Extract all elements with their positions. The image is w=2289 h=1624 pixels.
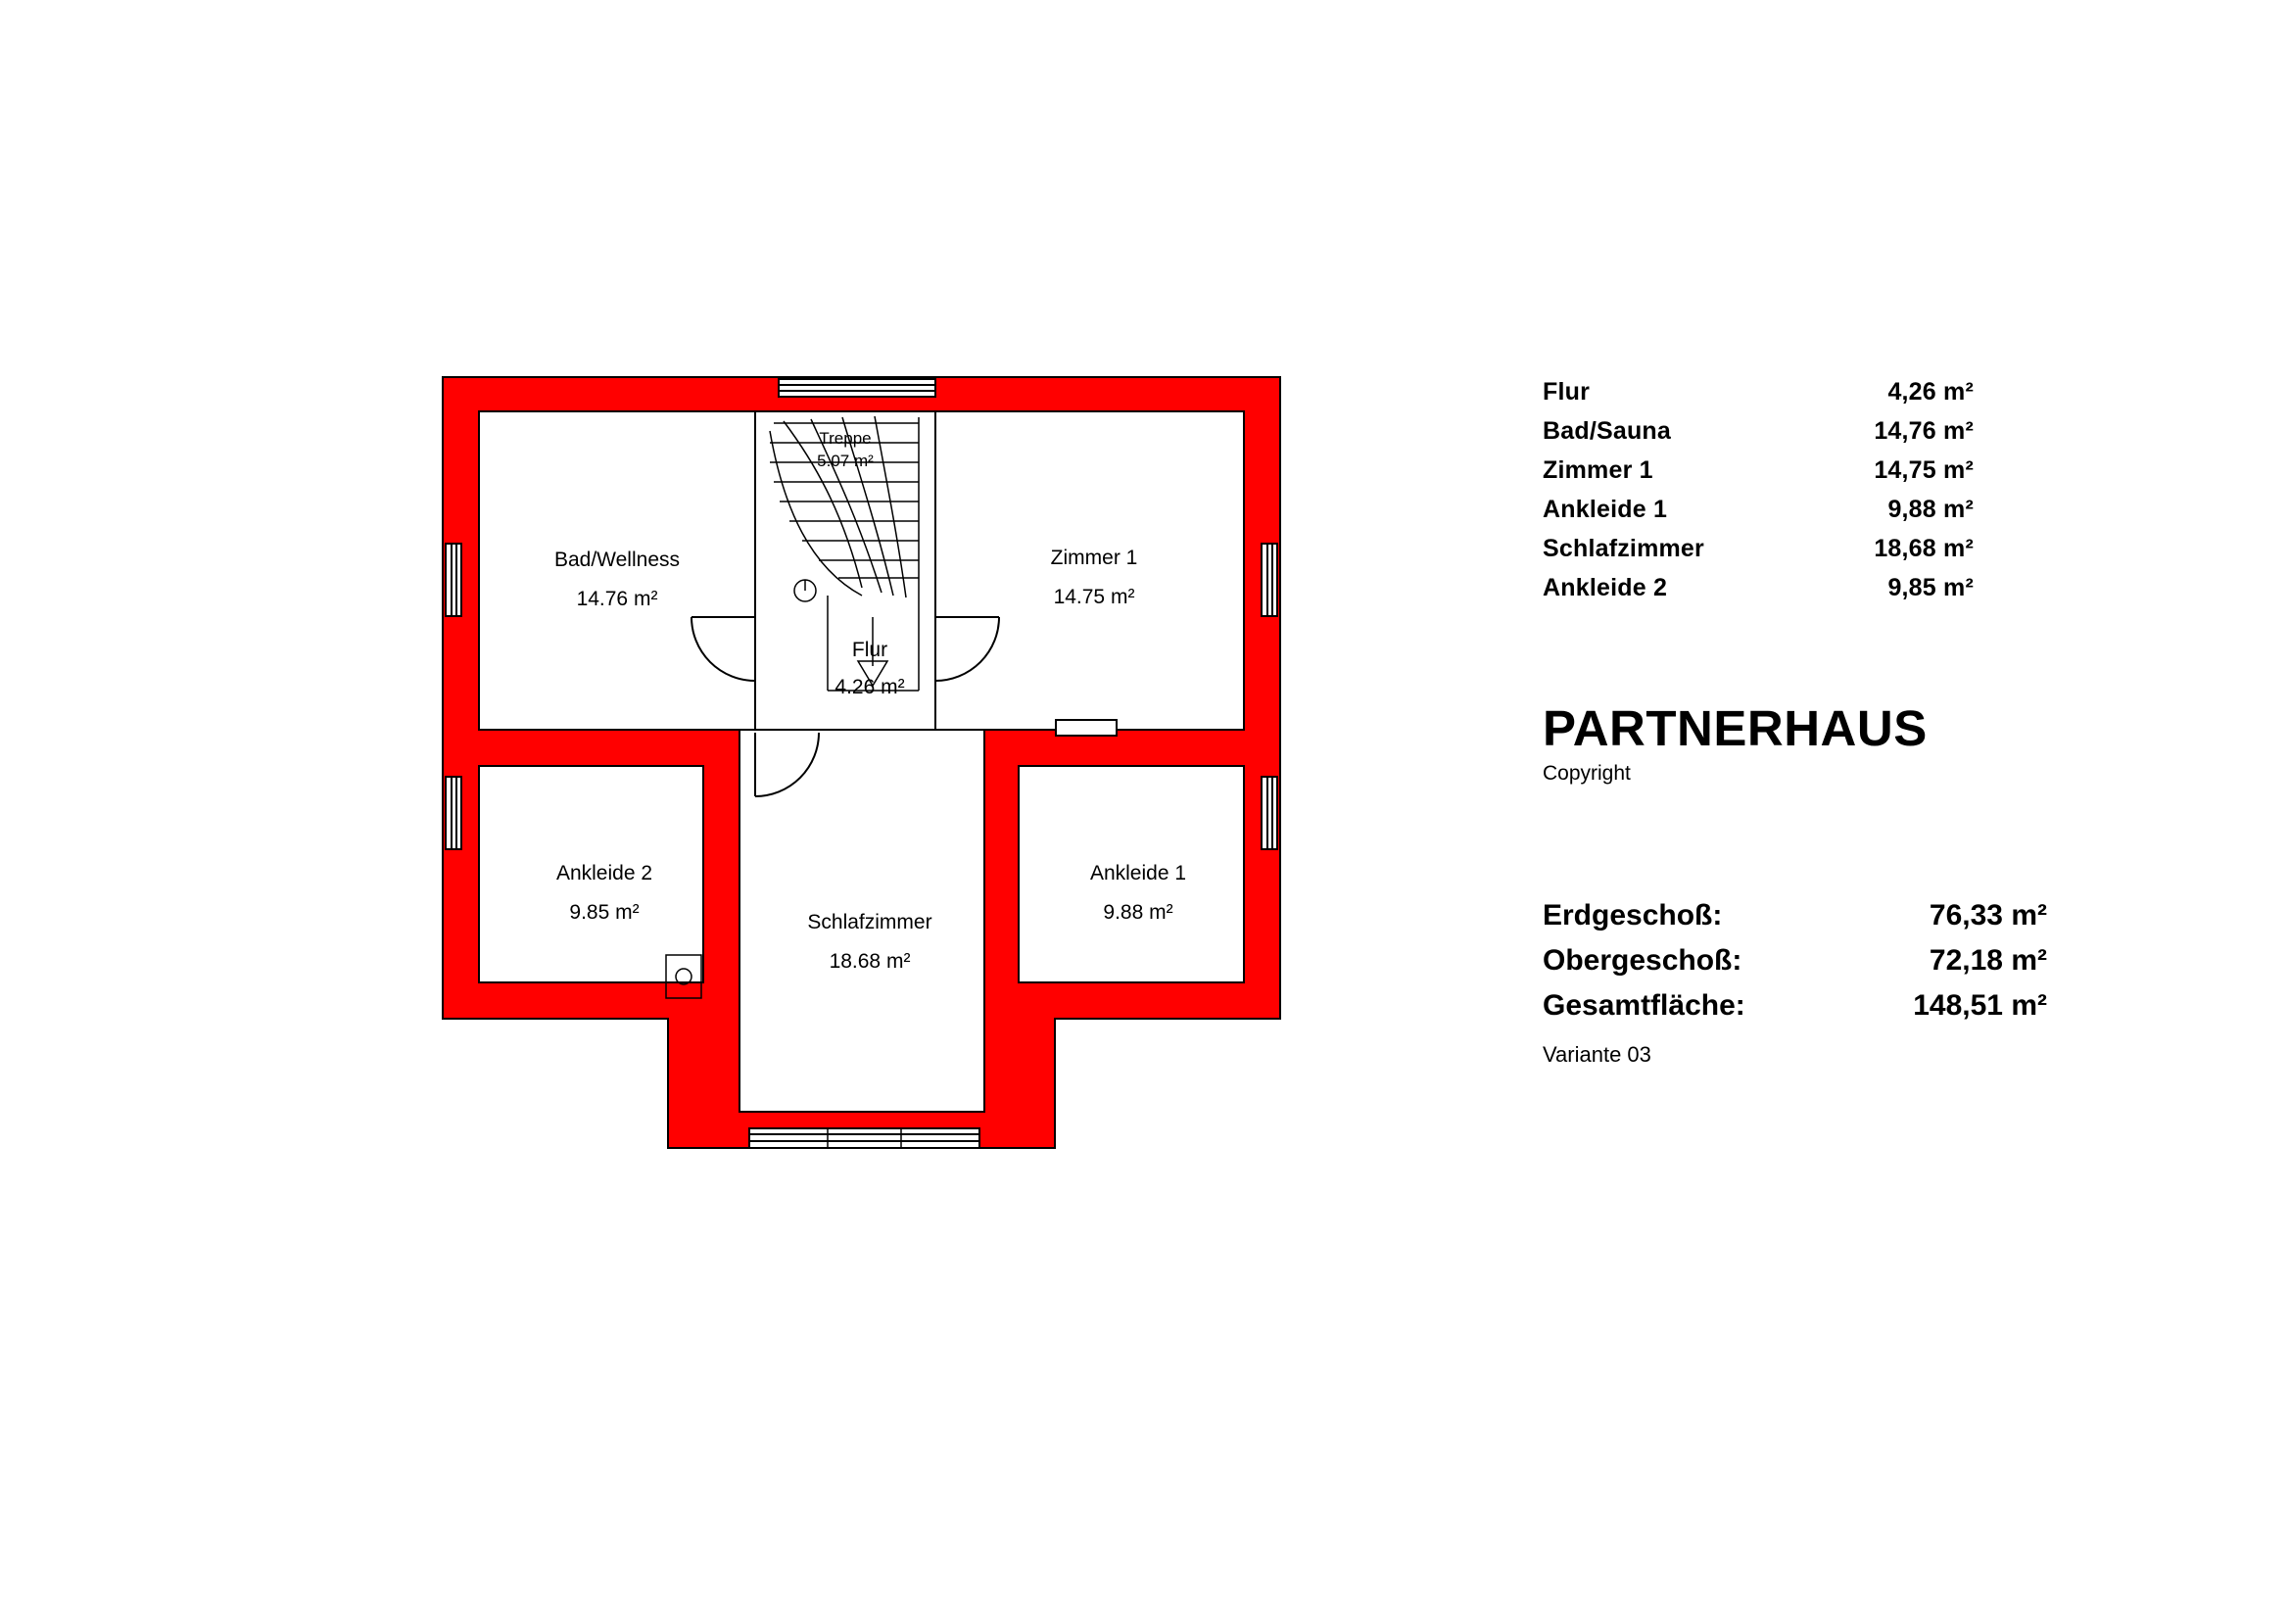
- room-label-ankleide-2: Ankleide 2: [555, 862, 653, 884]
- window-top-stair-pane: [779, 385, 935, 391]
- legend-row-flur: [1543, 372, 1974, 411]
- room-area-ankleide-2: 9.85 m²: [569, 901, 640, 924]
- legend-row-ankleide-2: [1543, 568, 1974, 607]
- window-bottom-schlafzimmer-pane: [749, 1134, 979, 1141]
- legend-row-bad-sauna: [1543, 411, 1974, 451]
- stair-label: Treppe: [819, 429, 872, 448]
- room-label-schlafzimmer: Schlafzimmer: [807, 911, 932, 933]
- variant-label: Variante 03: [1543, 1042, 1651, 1067]
- room-label-ankleide-1: Ankleide 1: [1089, 862, 1187, 884]
- room-area-bad-wellness: 14.76 m²: [576, 588, 658, 610]
- totals-block: [1543, 893, 2047, 1068]
- room-area-ankleide-1: 9.88 m²: [1103, 901, 1173, 924]
- total-value: 76,33 m²: [1929, 899, 2047, 931]
- legend-room-name: Schlafzimmer: [1543, 535, 1704, 562]
- window-notch: [1056, 720, 1117, 736]
- legend-room-name: Bad/Sauna: [1543, 417, 1671, 445]
- legend-room-area: 9,88 m²: [1887, 496, 1974, 523]
- legend-room-name: Ankleide 1: [1543, 496, 1668, 523]
- window-right-ankleide1-pane: [1267, 777, 1272, 849]
- window-right-zimmer1-pane: [1267, 544, 1272, 616]
- room-area-zimmer-1: 14.75 m²: [1053, 586, 1135, 608]
- legend-room-name: Zimmer 1: [1543, 456, 1653, 484]
- legend-row-ankleide-1: [1543, 490, 1974, 529]
- legend-row-schlafzimmer: [1543, 529, 1974, 568]
- room-area-flur: 4.26 m²: [835, 676, 905, 698]
- total-label: Obergeschoß:: [1543, 944, 1742, 977]
- window-left-bad-pane: [452, 544, 456, 616]
- legend-room-area: 14,75 m²: [1874, 456, 1974, 484]
- room-label-flur: Flur: [851, 639, 888, 661]
- legend-room-name: Flur: [1543, 378, 1591, 406]
- total-label: Erdgeschoß:: [1543, 899, 1723, 931]
- total-value: 148,51 m²: [1913, 989, 2047, 1022]
- legend-room-area: 18,68 m²: [1874, 535, 1974, 562]
- legend-room-area: 9,85 m²: [1887, 574, 1974, 601]
- brand-block: [1543, 701, 2228, 786]
- legend-room-area: 4,26 m²: [1887, 378, 1974, 406]
- total-value: 72,18 m²: [1929, 944, 2047, 977]
- total-row-erdgeschoss: [1543, 893, 2047, 938]
- legend-panel: [1543, 372, 2228, 1068]
- brand-title: PARTNERHAUS: [1543, 700, 1928, 756]
- room-label-bad-wellness: Bad/Wellness: [553, 549, 681, 571]
- total-row-obergeschoss: [1543, 938, 2047, 983]
- stair-area: 5.07 m²: [817, 452, 874, 470]
- room-label-zimmer-1: Zimmer 1: [1050, 547, 1138, 569]
- room-area-list: [1543, 372, 1974, 607]
- room-area-schlafzimmer: 18.68 m²: [829, 950, 911, 973]
- legend-row-zimmer-1: [1543, 451, 1974, 490]
- legend-room-area: 14,76 m²: [1874, 417, 1974, 445]
- brand-copyright: Copyright: [1543, 762, 1631, 785]
- total-label: Gesamtfläche:: [1543, 989, 1745, 1022]
- total-row-gesamtflaeche: [1543, 983, 2047, 1028]
- window-left-ankleide2-pane: [452, 777, 456, 849]
- legend-room-name: Ankleide 2: [1543, 574, 1668, 601]
